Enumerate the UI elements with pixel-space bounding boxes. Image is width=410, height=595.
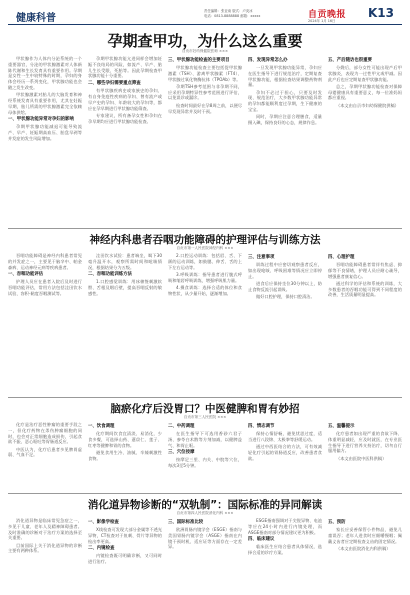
article-column: [328, 253, 402, 393]
paragraph: 检查时间最好在孕8周之前，以便尽早发现异常并及时干预。: [168, 102, 242, 114]
paragraph: 有甲状腺疾病史或家族史的孕妇、有自身免疫性疾病的孕妇、曾有流产或早产史的孕妇、年龄较大的孕妇等，都应在孕早期进行甲状腺功能筛查。: [88, 88, 162, 111]
paragraph: 孕期甲状腺功能亢进同样会增加妊娠不良结局的风险，如流产、早产、胎儿生长受限、死胎等。因此孕期检查甲状腺功能十分重要。: [88, 56, 162, 79]
article-column: [8, 422, 82, 490]
paragraph: 通过中西医结合的方法，可有效减轻化疗引起的胃肠道反应，改善患者食欲。: [248, 444, 322, 461]
article-3-body: [8, 422, 402, 490]
article-3-title: 脑瘀化疗后没胃口？中医健脾和胃有妙招: [110, 403, 300, 415]
paragraph: 1.口腔感觉训练：用冰棉签刺激软腭、舌根及咽后壁，提高吞咽反射的敏感性。: [88, 279, 162, 296]
paragraph: 孕期甲状腺功能减退可能导致流产、早产、妊娠期高血压、胎盘早剥等并发症的发生风险增加。: [8, 124, 82, 142]
article-column: [8, 253, 82, 393]
paragraph: 2.口腔运动训练：包括唇、舌、下颌的运动训练，如鼓腮、伸舌、舌的上下左右运动等。: [168, 253, 242, 270]
paragraph: 消化道异物是临床常见急症之一，多见于儿童、老年人及精神障碍患者。及时准确的诊断对于治疗方案的选择至关重要。: [8, 518, 82, 541]
paragraph: 化疗是治疗恶性肿瘤的重要手段之一，但化疗药物在杀伤肿瘤细胞的同时，也会对正常细胞造成损伤，引起食欲不振、恶心呕吐等胃肠道反应。: [8, 422, 82, 445]
newspaper-logo: 自贡晚报: [308, 10, 347, 20]
subheading: 三、穴位按摩: [168, 449, 195, 455]
paragraph: 欧洲胃肠内镜学会（ESGE）指南与美国胃肠内镜学会（ASGE）指南在内镜干预时机、适应证等方面存在一定差异。: [168, 527, 242, 550]
article-4-byline: 自贡市第四人民医院消化内科 ×××: [176, 511, 234, 515]
paragraph: 洼田饮水试验：患者端坐，喝下30毫升温开水，观察所需时间和呛咳情况，根据结果分为五级。: [88, 253, 162, 270]
paragraph: 临床医生应结合患者具体情况，选择合适的诊疗方案。: [248, 544, 322, 556]
article-column: [168, 56, 242, 224]
paragraph: 按摩足三里、内关、中脘等穴位，每次3至5分钟。: [168, 457, 242, 469]
paragraph: 做好口腔护理，保持口腔清洁。: [256, 293, 315, 299]
article-column: [328, 422, 402, 490]
article-3-byline: 自贡市第三人民医院 ×××: [183, 415, 227, 419]
paragraph: 3.呼吸训练：指导患者进行腹式呼吸和缩唇呼吸训练，增强呼吸肌力量。: [168, 271, 242, 283]
paragraph: 避免食用生冷、油腻、辛辣刺激性食物。: [88, 449, 162, 461]
subheading: 二、哪些孕妇需要重点筛查: [88, 80, 141, 86]
paragraph: X线检查可发现大部分金属等不透光异物，CT检查对于鱼刺、骨片等异物的检出率更高。: [88, 527, 162, 544]
paragraph: 孕期TSH参考范围与非孕期不同，应采用孕期特异性参考范围进行评估，以免误诊或漏诊。: [168, 83, 242, 101]
article-column: [88, 422, 162, 490]
subheading: 五、产后随访也很重要: [328, 57, 372, 63]
article-2-byline: 自贡市第一人民医院神经内科 ×××: [176, 246, 234, 250]
subheading: 一、甲状腺功能异常对孕妇的影响: [8, 116, 74, 122]
article-column: [328, 56, 402, 224]
article-column: [248, 422, 322, 490]
paragraph: 化疗患者如出现严重的食欲下降、体重明显减轻，应及时就医，在专业医生指导下进行营养支持治疗，切勿自行服用偏方。: [328, 431, 402, 454]
subheading: 四、发现异常怎么办: [248, 57, 288, 63]
paragraph: 内镜检查既可明确诊断，又可同时进行治疗。: [88, 553, 162, 565]
paragraph: 孕妇不必过于担心，只要及时发现、规范治疗，大多数甲状腺功能异常的孕妇都能顺利度过孕期，生下健康的宝宝。: [248, 89, 322, 113]
article-column: [8, 56, 82, 224]
contact-line: 电话：0813-8888888 邮箱：xxxxx: [204, 13, 261, 18]
article-divider: [8, 228, 402, 229]
article-column: [88, 253, 162, 393]
subheading: 四、情志调节: [248, 423, 275, 429]
paragraph: 同时，孕期应注意合理膳食，适量摄入碘，保持良好的心态，规律作息。: [248, 114, 322, 126]
article-column: [88, 518, 162, 592]
section-name: 健康科普: [16, 13, 56, 24]
article-divider: [8, 493, 402, 494]
paragraph: 训练过程中应密切观察患者反应，如出现呛咳、呼吸困难等情况应立即停止。: [248, 262, 322, 279]
subheading: 五、预防: [328, 519, 346, 525]
paragraph: 在医生指导下可选用香砂六君子汤、参苓白术散等方剂加减，以健脾益气、和胃止呕。: [168, 431, 242, 448]
editor-info: [204, 9, 260, 18]
page-header: [8, 4, 402, 24]
subheading: 三、甲状腺功能检查的主要项目: [168, 57, 230, 63]
subheading: 二、吞咽功能训练方法: [88, 271, 132, 277]
subheading: 四、心理护理: [328, 254, 355, 260]
subheading: 三、国际标准比较: [168, 519, 204, 525]
paragraph: 4.摄食训练：选择合适的体位和食物性状，从少量开始，逐渐增加。: [168, 284, 242, 296]
subheading: 二、中药调理: [168, 423, 195, 429]
article-column: [8, 518, 82, 592]
article-4-title: 消化道异物诊断的“双轨制”：国际标准的异同解读: [87, 499, 323, 511]
paragraph: 吞咽功能障碍是神经内科患者常见的并发症之一，主要见于脑卒中、帕金森病、运动神经元病等疾病患者。: [8, 253, 82, 270]
subheading: 二、内镜检查: [88, 545, 115, 551]
paragraph: （本文由医院消化内科供稿）: [336, 545, 391, 551]
article-column: [168, 518, 242, 592]
subheading: 四、临床建议: [248, 536, 275, 542]
article-1-title: 孕期查甲功，为什么这么重要: [107, 32, 303, 50]
issue-date: 2024年 1月 16日: [308, 19, 336, 23]
paragraph: 一旦发现甲状腺功能异常，孕妇应在医生指导下进行规范治疗，定期复查甲状腺功能，根据检查结果调整药物剂量。: [248, 65, 322, 88]
paragraph: 护理人员应在患者入院后及时进行吞咽功能评估，常用方法包括洼田饮水试验、容积-黏度吞咽测试等。: [8, 279, 82, 296]
paragraph: 专家建议，所有备孕女性和孕妇在孕早期均应进行甲状腺功能检查。: [88, 112, 162, 124]
article-1-body: [8, 56, 402, 224]
editor-line: 责任编辑：张亚南 版式：卢炎冰: [204, 9, 253, 13]
article-1-byline: 自贡市妇幼保健院医师 ×××: [181, 49, 229, 53]
subheading: 一、影像学检查: [88, 519, 119, 525]
paragraph: 目前国际上关于消化道异物的诊断主要有两种体系。: [8, 542, 82, 554]
paragraph: （本文由自贡市妇幼保健院供稿）: [336, 102, 399, 108]
article-4-body: [8, 518, 402, 592]
article-divider: [8, 397, 402, 398]
article-2-body: [8, 253, 402, 393]
paragraph: ESGE指南强调对于尖锐异物、电池等应在24小时内进行内镜处理，而ASGE指南对部分情况建议更为积极。: [248, 518, 322, 535]
paragraph: 甲状腺作为人体内分泌系统的一个重要器官，分泌的甲状腺激素对人体新陈代谢和生长发育具有重要作用。孕期是女性一生中较特殊的时期，孕妇的身体会经历一系列变化，甲状腺功能也会随之发生改变。: [8, 56, 82, 90]
article-2-title: 神经内科患者吞咽功能障碍的护理评估与训练方法: [89, 234, 321, 246]
paragraph: 甲状腺功能检查主要包括促甲状腺激素（TSH）、游离甲状腺素（FT4）、甲状腺过氧化物酶抗体（TPOAb）等。: [168, 65, 242, 82]
subheading: 三、注意事项: [248, 254, 275, 260]
article-column: [168, 422, 242, 490]
paragraph: 分娩后，部分女性可能出现产后甲状腺炎，表现为一过性甲亢或甲减。因此产后也应定期复查甲状腺功能。: [328, 65, 402, 82]
paragraph: 进食后应保持坐位30分钟以上，防止食物反流引起误吸。: [248, 280, 322, 292]
paragraph: 甲状腺激素对胎儿的大脑发育和神经系统发育具有重要作用，尤其在妊娠早期，胎儿所需的甲状腺激素完全依赖母体供给。: [8, 92, 82, 115]
article-column: [168, 253, 242, 393]
paragraph: 通过科学的评估和系统的训练，大多数患者的吞咽功能可得到不同程度的改善，生活质量明显提高。: [328, 280, 402, 298]
paragraph: 吞咽功能障碍患者常伴有焦虑、抑郁等不良情绪，护理人员应耐心疏导，增强患者康复信心。: [328, 262, 402, 279]
paragraph: 化疗期间饮食宜清淡、易消化，少食多餐，可选择山药、薏苡仁、莲子、红枣等健脾和胃的食物。: [88, 431, 162, 448]
subheading: 一、吞咽功能评估: [8, 271, 44, 277]
article-column: [88, 56, 162, 224]
article-column: [248, 253, 322, 393]
paragraph: 保持心情舒畅，避免忧思过度，适当进行八段锦、太极拳等舒缓运动。: [248, 431, 322, 442]
header-rule: [8, 24, 402, 25]
paragraph: （本文由医院中医科供稿）: [336, 455, 387, 461]
page-number: K13: [368, 6, 394, 20]
paragraph: 中医认为，化疗后患者多见脾胃虚弱、气血不足。: [8, 446, 82, 458]
article-column: [248, 518, 322, 592]
paragraph: 家长应妥善保管小件物品，避免儿童误吞；老年人进食时应细嚼慢咽；佩戴义齿者应定期检查义齿的固定情况。: [328, 527, 402, 544]
article-column: [328, 518, 402, 592]
subheading: 五、温馨提示: [328, 423, 355, 429]
article-column: [248, 56, 322, 224]
subheading: 一、饮食调理: [88, 423, 115, 429]
paragraph: 总之，孕期甲状腺功能检查对保障母婴健康具有重要意义，每一位准妈妈都应重视。: [328, 83, 402, 101]
